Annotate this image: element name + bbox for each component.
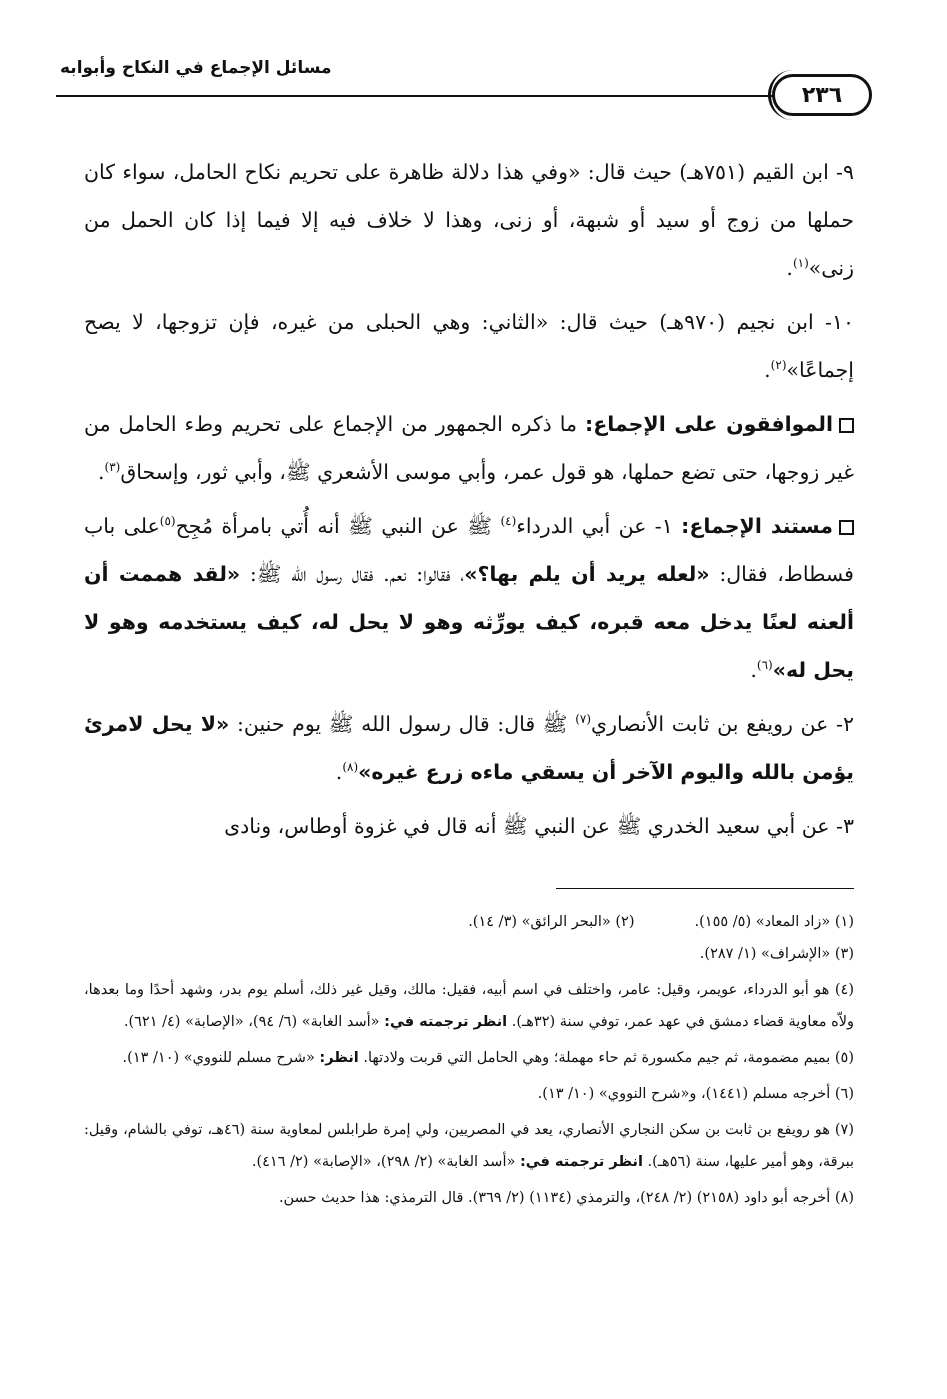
- basis-2-quote: «لا يحل لامرئ يؤمن بالله واليوم الآخر أن يسقي ماءه زرع غيره»: [84, 712, 854, 784]
- footnote-7: [84, 1114, 854, 1178]
- basis-1-text-e: ، فقالوا: نعم. فقال رسول الله ﷺ:: [249, 562, 465, 586]
- footnote-5-text: (٥) بميم مضمومة، ثم جيم مكسورة ثم حاء مهملة؛ وهي الحامل التي قربت ولادتها.: [363, 1050, 854, 1066]
- basis-2-text-b: ﷺ قال: قال رسول الله ﷺ يوم حنين:: [236, 712, 568, 736]
- footnote-8: (٨) أخرجه أبو داود (٢١٥٨) (٢/ ٢٤٨)، والترمذي (١١٣٤) (٢/ ٣٦٩). قال الترمذي: هذا حديث حسن.: [278, 1190, 854, 1206]
- footnote-ref-4: (٤): [500, 514, 517, 529]
- basis-3-paragraph: [84, 802, 854, 850]
- running-title: مسائل الإجماع في النكاح وأبوابه: [60, 58, 332, 78]
- footnote-2: (٢) «البحر الرائق» (٣/ ١٤).: [468, 914, 635, 930]
- footnotes: [84, 906, 854, 1218]
- footnote-7-keyword: انظر ترجمته في:: [519, 1154, 643, 1170]
- footnote-5: [84, 1042, 854, 1074]
- footnote-separator: [556, 888, 854, 889]
- footnote-4-keyword: انظر ترجمته في:: [384, 1014, 508, 1030]
- basis-1-quote-2: «لقد هممت أن ألعنه لعنًا يدخل معه قبره، كيف يورِّثه وهو لا يحل له، كيف يستخدمه وهو لا يحل له»: [84, 562, 854, 682]
- page-number: ٢٣٦: [772, 74, 872, 116]
- footnote-4-text: (٤) هو أبو الدرداء، عويمر، وقيل: عامر، واختلف في اسم أبيه، فقيل: مالك، وقيل غير ذلك، أسلم يوم بدر، وشهد أحدًا وما بعدها، ولاّه معاوية قضاء دمشق في عهد عمر، توفي سنة (٣٢هـ).: [84, 982, 854, 1030]
- footnote-ref-7: (٧): [575, 712, 592, 727]
- basis-3-text: ٣- عن أبي سعيد الخدري ﷺ عن النبي ﷺ أنه قال في غزوة أوطاس، ونادى: [224, 814, 854, 838]
- basis-1-text-b: ﷺ عن النبي ﷺ أنه أُتي بامرأة مُجِح: [175, 514, 493, 538]
- footnote-3: (٣) «الإشراف» (١/ ٢٨٧).: [699, 946, 854, 962]
- footnote-ref-8: (٨): [342, 760, 359, 775]
- footnote-5-sources: «شرح مسلم للنووي» (١٠/ ١٣).: [122, 1050, 315, 1066]
- footnote-5-keyword: انظر:: [319, 1050, 359, 1066]
- basis-1-quote-1: «لعله يريد أن يلم بها؟»: [464, 562, 710, 586]
- footnote-ref-1: (١): [792, 256, 809, 271]
- consensus-basis-paragraph: مستند الإجماع: ١- عن أبي الدرداء$^{(٤)}$ ﷺ عن النبي ﷺ أنه أُتي بامرأة مُجِح$^{(٥)}$على باب فسطاط، فقال: «لعله يريد أن يلم بها؟»، فقالوا: نعم. فقال رسول الله ﷺ: «لقد هممت أن ألعنه لعنًا يدخل معه قبره، كيف يورِّثه وهو لا يحل له، كيف يستخدمه وهو لا يحل له»$^{(٦)}$.: [84, 514, 854, 682]
- agreeing-scholars-heading: الموافقون على الإجماع:: [585, 412, 833, 436]
- square-bullet-icon: [839, 520, 854, 535]
- header-rule: [56, 95, 776, 97]
- footnote-4-sources: «أسد الغابة» (٦/ ٩٤)، «الإصابة» (٤/ ٦٢١).: [123, 1014, 380, 1030]
- consensus-basis-heading: مستند الإجماع:: [681, 514, 833, 538]
- footnote-7-sources: «أسد الغابة» (٢/ ٢٩٨)، «الإصابة» (٢/ ٤١٦).: [251, 1154, 516, 1170]
- footnote-7-text: (٧) هو رويفع بن ثابت بن سكن النجاري الأنصاري، يعد في المصريين، ولي إمرة طرابلس لمعاوية سنة (٤٦هـ، توفي بالشام، وقيل: ببرقة، وهو أمير عليها، سنة (٥٦هـ).: [84, 1122, 854, 1170]
- paragraph-10-text: ١٠- ابن نجيم (٩٧٠هـ) حيث قال: «الثاني: وهي الحبلى من غيره، فإن تزوجها، لا يصح إجماعًا»: [84, 310, 855, 382]
- footnote-ref-5: (٥): [159, 514, 176, 529]
- basis-2-paragraph: ٢- عن رويفع بن ثابت الأنصاري$^{(٧)}$ ﷺ قال: قال رسول الله ﷺ يوم حنين: «لا يحل لامرئ يؤمن بالله واليوم الآخر أن يسقي ماءه زرع غيره»$^{(٨)}$.: [84, 712, 854, 784]
- footnote-4: [84, 974, 854, 1038]
- basis-1-text-c: على باب فسطاط، فقال:: [84, 514, 854, 586]
- footnote-ref-3: (٣): [104, 460, 121, 475]
- footnote-6: (٦) أخرجه مسلم (١٤٤١)، و«شرح النووي» (١٠/ ١٣).: [537, 1086, 854, 1102]
- paragraph-9-text: ٩- ابن القيم (٧٥١هـ) حيث قال: «وفي هذا دلالة ظاهرة على تحريم نكاح الحامل، سواء كان حملها من زوج أو سيد أو شبهة، أو زنى، وهذا لا خلاف فيه إلا فيما إذا كان الحمل من زنى»: [84, 160, 854, 280]
- agreeing-scholars-paragraph: الموافقون على الإجماع: ما ذكره الجمهور من الإجماع على تحريم وطء الحامل من غير زوجها، حتى تضع حملها، هو قول عمر، وأبي موسى الأشعري ﷺ، وأبي ثور، وإسحاق$^{(٣)}$.: [84, 412, 854, 484]
- agreeing-scholars-text: ما ذكره الجمهور من الإجماع على تحريم وطء الحامل من غير زوجها، حتى تضع حملها، هو قول عمر، وأبي موسى الأشعري ﷺ، وأبي ثور، وإسحاق: [84, 412, 854, 484]
- paragraph-10: ١٠- ابن نجيم (٩٧٠هـ) حيث قال: «الثاني: وهي الحبلى من غيره، فإن تزوجها، لا يصح إجماعًا»$^{(٢)}$.: [84, 310, 855, 382]
- footnote-1: (١) «زاد المعاد» (٥/ ١٥٥).: [694, 914, 854, 930]
- main-text: [84, 148, 854, 856]
- basis-2-text-a: ٢- عن رويفع بن ثابت الأنصاري: [591, 712, 854, 736]
- footnote-ref-2: (٢): [770, 358, 787, 373]
- footnote-ref-6: (٦): [756, 658, 773, 673]
- basis-1-text-a: ١- عن أبي الدرداء: [516, 514, 673, 538]
- paragraph-9: ٩- ابن القيم (٧٥١هـ) حيث قال: «وفي هذا دلالة ظاهرة على تحريم نكاح الحامل، سواء كان حملها من زوج أو سيد أو شبهة، أو زنى، وهذا لا خلاف فيه إلا فيما إذا كان الحمل من زنى»$^{(١)}$.: [84, 160, 854, 280]
- footnote-row-1-2: [84, 906, 854, 938]
- square-bullet-icon: [839, 418, 854, 433]
